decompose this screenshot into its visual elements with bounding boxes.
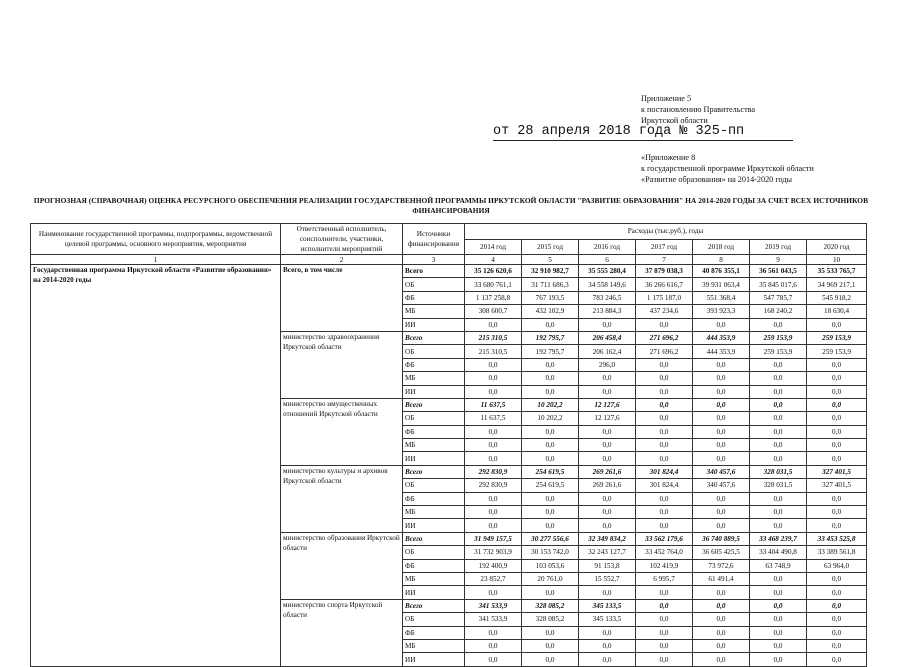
- funding-source: ФБ: [403, 559, 465, 572]
- expense-value: 6 995,7: [636, 572, 693, 585]
- col-header-executor: Ответственный исполнитель, соисполнители, участники, исполнители мероприятий: [281, 224, 403, 255]
- funding-source: МБ: [403, 439, 465, 452]
- expense-value: 0,0: [522, 439, 579, 452]
- expense-value: 35 845 017,6: [750, 278, 807, 291]
- expense-value: 33 389 561,8: [807, 546, 867, 559]
- expense-value: 1 175 187,0: [636, 291, 693, 304]
- expense-value: 393 923,3: [693, 305, 750, 318]
- funding-source: Всего: [403, 465, 465, 478]
- executor-name: министерство образования Иркутской области: [281, 532, 403, 599]
- executor-name: министерство здравоохранения Иркутской области: [281, 331, 403, 398]
- expense-value: 0,0: [636, 318, 693, 331]
- expense-value: 12 127,6: [579, 412, 636, 425]
- year-header: 2018 год: [693, 239, 750, 255]
- expense-value: 0,0: [693, 626, 750, 639]
- expense-value: 341 533,9: [465, 599, 522, 612]
- expense-value: 0,0: [636, 613, 693, 626]
- appendix8-line: «Развитие образования» на 2014-2020 годы: [641, 175, 792, 184]
- funding-source: Всего: [403, 599, 465, 612]
- expense-value: 292 830,9: [465, 465, 522, 478]
- expense-value: 0,0: [522, 318, 579, 331]
- expense-value: 0,0: [750, 318, 807, 331]
- expense-value: 259 153,9: [807, 331, 867, 344]
- expense-value: 0,0: [807, 318, 867, 331]
- expense-value: 30 153 742,0: [522, 546, 579, 559]
- year-header: 2017 год: [636, 239, 693, 255]
- expense-value: 168 240,2: [750, 305, 807, 318]
- column-index: 3: [403, 255, 465, 265]
- expense-value: 32 349 834,2: [579, 532, 636, 545]
- expense-value: 206 458,4: [579, 331, 636, 344]
- expense-value: 103 053,6: [522, 559, 579, 572]
- expense-value: 341 533,9: [465, 613, 522, 626]
- executor-name: министерство имущественных отношений Иркутской области: [281, 398, 403, 465]
- year-header: 2015 год: [522, 239, 579, 255]
- expense-value: 0,0: [750, 372, 807, 385]
- funding-source: Всего: [403, 265, 465, 278]
- expense-value: 36 740 889,5: [693, 532, 750, 545]
- expense-value: 0,0: [807, 358, 867, 371]
- expense-value: 36 266 616,7: [636, 278, 693, 291]
- expense-value: 0,0: [693, 425, 750, 438]
- expense-value: 340 457,6: [693, 479, 750, 492]
- expense-value: 0,0: [522, 425, 579, 438]
- expense-value: 0,0: [465, 506, 522, 519]
- expense-value: 0,0: [465, 653, 522, 666]
- expense-value: 0,0: [807, 439, 867, 452]
- year-header: 2020 год: [807, 239, 867, 255]
- expense-value: 32 243 127,7: [579, 546, 636, 559]
- expense-value: 0,0: [636, 519, 693, 532]
- expense-value: 0,0: [636, 398, 693, 411]
- expense-value: 0,0: [807, 506, 867, 519]
- expense-value: 0,0: [750, 586, 807, 599]
- funding-source: Всего: [403, 532, 465, 545]
- expense-value: 0,0: [693, 372, 750, 385]
- expense-value: 328 085,2: [522, 613, 579, 626]
- expense-value: 0,0: [750, 412, 807, 425]
- executor-name: министерство спорта Иркутской области: [281, 599, 403, 666]
- funding-source: ФБ: [403, 291, 465, 304]
- column-index: 7: [636, 255, 693, 265]
- expense-value: 0,0: [579, 586, 636, 599]
- expense-value: 0,0: [750, 358, 807, 371]
- expense-value: 0,0: [693, 492, 750, 505]
- expense-value: 0,0: [465, 626, 522, 639]
- expense-value: 0,0: [750, 572, 807, 585]
- expense-value: 437 234,6: [636, 305, 693, 318]
- expense-value: 0,0: [807, 639, 867, 652]
- funding-source: МБ: [403, 572, 465, 585]
- expense-value: 0,0: [522, 639, 579, 652]
- funding-source: ФБ: [403, 492, 465, 505]
- expense-value: 0,0: [636, 626, 693, 639]
- funding-source: МБ: [403, 506, 465, 519]
- expense-value: 0,0: [465, 372, 522, 385]
- expense-value: 0,0: [579, 385, 636, 398]
- expense-value: 0,0: [636, 452, 693, 465]
- expense-value: 0,0: [807, 412, 867, 425]
- expense-value: 0,0: [807, 586, 867, 599]
- expense-value: 0,0: [465, 519, 522, 532]
- col-header-source: Источники финансирования: [403, 224, 465, 255]
- expense-value: 31 732 903,9: [465, 546, 522, 559]
- expense-value: 444 353,9: [693, 331, 750, 344]
- expense-value: 0,0: [636, 439, 693, 452]
- expense-value: 39 931 063,4: [693, 278, 750, 291]
- funding-source: ОБ: [403, 412, 465, 425]
- expense-value: 18 630,4: [807, 305, 867, 318]
- funding-source: ИИ: [403, 586, 465, 599]
- expense-value: 0,0: [693, 653, 750, 666]
- executor-name: министерство культуры и архивов Иркутской области: [281, 465, 403, 532]
- expense-value: 269 261,6: [579, 465, 636, 478]
- expense-value: 0,0: [579, 653, 636, 666]
- funding-source: ИИ: [403, 385, 465, 398]
- expense-value: 328 031,5: [750, 465, 807, 478]
- expense-value: 37 879 038,3: [636, 265, 693, 278]
- appendix-line: Приложение 5: [641, 94, 692, 103]
- expense-value: 340 457,6: [693, 465, 750, 478]
- expense-value: 34 969 217,1: [807, 278, 867, 291]
- expense-value: 328 031,5: [750, 479, 807, 492]
- expense-value: 33 452 764,0: [636, 546, 693, 559]
- funding-source: ИИ: [403, 318, 465, 331]
- expense-value: 0,0: [750, 626, 807, 639]
- column-index: 2: [281, 255, 403, 265]
- document-title: ПРОГНОЗНАЯ (СПРАВОЧНАЯ) ОЦЕНКА РЕСУРСНОГО ОБЕСПЕЧЕНИЯ РЕАЛИЗАЦИИ ГОСУДАРСТВЕННОЙ ПРОГРАММЫ ИРКУТСКОЙ ОБЛАСТИ "РАЗВИТИЕ ОБРАЗОВАНИЯ" НА 2014-2020 ГОДЫ ЗА СЧЕТ ВСЕХ ИСТОЧНИКОВ ФИНАНСИРОВАНИЯ: [33, 196, 869, 215]
- order-date-line: от 28 апреля 2018 года № 325-пп: [493, 124, 793, 141]
- col-header-name: Наименование государственной программы, подпрограммы, ведомственной целевой программы, основного мероприятия, мероприятия: [31, 224, 281, 255]
- year-header: 2014 год: [465, 239, 522, 255]
- expense-value: 0,0: [465, 586, 522, 599]
- expense-value: 0,0: [636, 425, 693, 438]
- expense-value: 35 533 765,7: [807, 265, 867, 278]
- expense-value: 432 102,9: [522, 305, 579, 318]
- expense-value: 0,0: [693, 439, 750, 452]
- expense-value: 0,0: [522, 492, 579, 505]
- expense-value: 0,0: [522, 385, 579, 398]
- expense-value: 0,0: [693, 519, 750, 532]
- expense-value: 0,0: [579, 626, 636, 639]
- column-index: 5: [522, 255, 579, 265]
- expense-value: 328 085,2: [522, 599, 579, 612]
- expense-value: 0,0: [579, 639, 636, 652]
- expense-value: 0,0: [579, 318, 636, 331]
- expense-value: 0,0: [636, 372, 693, 385]
- funding-source: ОБ: [403, 345, 465, 358]
- expense-value: 192 400,9: [465, 559, 522, 572]
- expense-value: 1 137 258,8: [465, 291, 522, 304]
- column-index: 8: [693, 255, 750, 265]
- expense-value: 254 619,5: [522, 479, 579, 492]
- expense-value: 36 561 043,5: [750, 265, 807, 278]
- expense-value: 35 126 620,6: [465, 265, 522, 278]
- funding-source: Всего: [403, 398, 465, 411]
- expense-value: 0,0: [636, 506, 693, 519]
- expense-value: 0,0: [750, 425, 807, 438]
- column-index: 10: [807, 255, 867, 265]
- appendix-line: к постановлению Правительства: [641, 105, 756, 114]
- expense-value: 0,0: [522, 626, 579, 639]
- expense-value: 0,0: [465, 318, 522, 331]
- expense-value: 0,0: [750, 599, 807, 612]
- executor-name: Всего, в том числе: [281, 265, 403, 332]
- expense-value: 0,0: [807, 385, 867, 398]
- expense-value: 0,0: [807, 398, 867, 411]
- expense-value: 213 884,3: [579, 305, 636, 318]
- expense-value: 215 310,5: [465, 345, 522, 358]
- expense-value: 0,0: [636, 653, 693, 666]
- expense-value: 0,0: [750, 653, 807, 666]
- expense-value: 0,0: [579, 372, 636, 385]
- expense-value: 0,0: [807, 372, 867, 385]
- year-header: 2019 год: [750, 239, 807, 255]
- expense-value: 0,0: [465, 639, 522, 652]
- expense-value: 0,0: [750, 452, 807, 465]
- expense-value: 0,0: [465, 452, 522, 465]
- expense-value: 254 619,5: [522, 465, 579, 478]
- funding-source: МБ: [403, 305, 465, 318]
- funding-source: ФБ: [403, 425, 465, 438]
- expense-value: 551 368,4: [693, 291, 750, 304]
- expense-value: 0,0: [579, 452, 636, 465]
- expense-value: 36 605 425,5: [693, 546, 750, 559]
- expense-value: 33 453 525,8: [807, 532, 867, 545]
- funding-source: ОБ: [403, 479, 465, 492]
- expense-value: 31 711 686,3: [522, 278, 579, 291]
- expense-value: 0,0: [807, 613, 867, 626]
- expense-value: 0,0: [579, 519, 636, 532]
- expense-value: 0,0: [579, 506, 636, 519]
- expense-value: 0,0: [465, 385, 522, 398]
- expense-value: 259 153,9: [750, 331, 807, 344]
- column-index: 6: [579, 255, 636, 265]
- expense-value: 327 401,5: [807, 465, 867, 478]
- expense-value: 34 558 149,6: [579, 278, 636, 291]
- expense-value: 0,0: [693, 639, 750, 652]
- expense-value: 0,0: [750, 519, 807, 532]
- expense-value: 0,0: [465, 492, 522, 505]
- expense-value: 259 153,9: [750, 345, 807, 358]
- expense-value: 327 401,5: [807, 479, 867, 492]
- col-header-expenses: Расходы (тыс.руб.), годы: [465, 224, 867, 240]
- expense-value: 0,0: [693, 613, 750, 626]
- expense-value: 0,0: [750, 506, 807, 519]
- expense-value: 215 310,5: [465, 331, 522, 344]
- expense-value: 10 202,2: [522, 412, 579, 425]
- expense-value: 102 419,9: [636, 559, 693, 572]
- expense-value: 11 637,5: [465, 412, 522, 425]
- expense-value: 0,0: [522, 519, 579, 532]
- expense-value: 783 246,5: [579, 291, 636, 304]
- funding-source: ИИ: [403, 452, 465, 465]
- expense-value: 0,0: [693, 398, 750, 411]
- funding-source: ОБ: [403, 546, 465, 559]
- expense-value: 35 555 280,4: [579, 265, 636, 278]
- expense-value: 0,0: [636, 358, 693, 371]
- expense-value: 0,0: [579, 425, 636, 438]
- expense-value: 0,0: [522, 506, 579, 519]
- expense-value: 0,0: [693, 412, 750, 425]
- expense-value: 73 972,6: [693, 559, 750, 572]
- expense-value: 0,0: [807, 492, 867, 505]
- expense-value: 0,0: [693, 586, 750, 599]
- funding-source: ФБ: [403, 358, 465, 371]
- expense-value: 345 133,5: [579, 613, 636, 626]
- funding-source: ФБ: [403, 626, 465, 639]
- expense-value: 31 949 157,5: [465, 532, 522, 545]
- resource-table: [30, 223, 867, 667]
- expense-value: 0,0: [465, 439, 522, 452]
- expense-value: 0,0: [750, 398, 807, 411]
- expense-value: 33 562 179,6: [636, 532, 693, 545]
- expense-value: 0,0: [750, 639, 807, 652]
- funding-source: МБ: [403, 639, 465, 652]
- expense-value: 308 600,7: [465, 305, 522, 318]
- expense-value: 0,0: [636, 492, 693, 505]
- expense-value: 33 404 490,8: [750, 546, 807, 559]
- expense-value: 0,0: [750, 385, 807, 398]
- expense-value: 0,0: [807, 599, 867, 612]
- appendix-5-block: [641, 93, 755, 126]
- expense-value: 63 748,9: [750, 559, 807, 572]
- appendix8-line: «Приложение 8: [641, 153, 696, 162]
- funding-source: Всего: [403, 331, 465, 344]
- expense-value: 0,0: [579, 492, 636, 505]
- expense-value: 545 918,2: [807, 291, 867, 304]
- expense-value: 0,0: [522, 586, 579, 599]
- year-header: 2016 год: [579, 239, 636, 255]
- expense-value: 33 680 761,1: [465, 278, 522, 291]
- table-row: [31, 265, 867, 278]
- expense-value: 11 637,5: [465, 398, 522, 411]
- expense-value: 0,0: [636, 586, 693, 599]
- expense-value: 30 277 556,6: [522, 532, 579, 545]
- appendix-line: Иркутской области: [641, 116, 708, 125]
- appendix-8-block: [641, 152, 814, 185]
- expense-value: 0,0: [693, 385, 750, 398]
- expense-value: 0,0: [807, 626, 867, 639]
- expense-value: 206 162,4: [579, 345, 636, 358]
- expense-value: 10 202,2: [522, 398, 579, 411]
- funding-source: ИИ: [403, 653, 465, 666]
- funding-source: ИИ: [403, 519, 465, 532]
- expense-value: 0,0: [693, 599, 750, 612]
- expense-value: 192 795,7: [522, 331, 579, 344]
- expense-value: 0,0: [807, 425, 867, 438]
- expense-value: 61 491,4: [693, 572, 750, 585]
- column-index: 9: [750, 255, 807, 265]
- appendix8-line: к государственной программе Иркутской области: [641, 164, 814, 173]
- expense-value: 301 824,4: [636, 479, 693, 492]
- expense-value: 292 830,9: [465, 479, 522, 492]
- expense-value: 0,0: [636, 599, 693, 612]
- expense-value: 345 133,5: [579, 599, 636, 612]
- expense-value: 0,0: [465, 358, 522, 371]
- expense-value: 12 127,6: [579, 398, 636, 411]
- expense-value: 0,0: [750, 613, 807, 626]
- expense-value: 0,0: [807, 653, 867, 666]
- expense-value: 269 261,6: [579, 479, 636, 492]
- expense-value: 0,0: [636, 385, 693, 398]
- expense-value: 0,0: [807, 572, 867, 585]
- expense-value: 0,0: [750, 492, 807, 505]
- expense-value: 40 876 355,1: [693, 265, 750, 278]
- expense-value: 63 964,0: [807, 559, 867, 572]
- expense-value: 0,0: [522, 653, 579, 666]
- expense-value: 33 468 239,7: [750, 532, 807, 545]
- expense-value: 0,0: [693, 452, 750, 465]
- expense-value: 0,0: [693, 318, 750, 331]
- expense-value: 20 761,0: [522, 572, 579, 585]
- expense-value: 0,0: [636, 412, 693, 425]
- expense-value: 0,0: [750, 439, 807, 452]
- expense-value: 0,0: [636, 639, 693, 652]
- expense-value: 0,0: [807, 519, 867, 532]
- expense-value: 271 696,2: [636, 331, 693, 344]
- expense-value: 0,0: [465, 425, 522, 438]
- expense-value: 0,0: [807, 452, 867, 465]
- expense-value: 15 552,7: [579, 572, 636, 585]
- expense-value: 0,0: [522, 452, 579, 465]
- expense-value: 296,0: [579, 358, 636, 371]
- expense-value: 767 193,5: [522, 291, 579, 304]
- expense-value: 271 696,2: [636, 345, 693, 358]
- column-index: 4: [465, 255, 522, 265]
- expense-value: 23 852,7: [465, 572, 522, 585]
- expense-value: 444 353,9: [693, 345, 750, 358]
- expense-value: 91 153,8: [579, 559, 636, 572]
- funding-source: ОБ: [403, 613, 465, 626]
- expense-value: 32 910 982,7: [522, 265, 579, 278]
- expense-value: 0,0: [522, 372, 579, 385]
- expense-value: 259 153,9: [807, 345, 867, 358]
- funding-source: МБ: [403, 372, 465, 385]
- column-index: 1: [31, 255, 281, 265]
- expense-value: 547 785,7: [750, 291, 807, 304]
- expense-value: 0,0: [693, 506, 750, 519]
- funding-source: ОБ: [403, 278, 465, 291]
- program-name: Государственная программа Иркутской области «Развитие образования» на 2014-2020 годы: [31, 265, 281, 667]
- expense-value: 301 824,4: [636, 465, 693, 478]
- expense-value: 0,0: [522, 358, 579, 371]
- expense-value: 0,0: [579, 439, 636, 452]
- expense-value: 0,0: [693, 358, 750, 371]
- expense-value: 192 795,7: [522, 345, 579, 358]
